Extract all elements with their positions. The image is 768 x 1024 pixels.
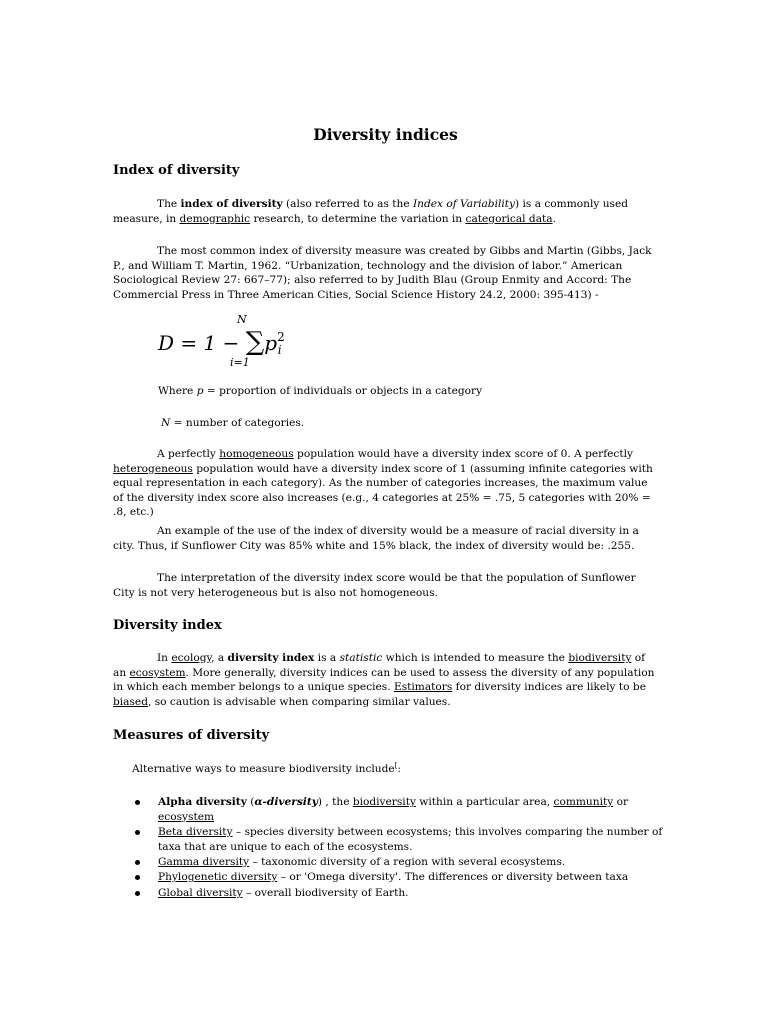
measures-list	[133, 795, 663, 901]
list-item-alpha-diversity: Alpha diversity (α-diversity) , the biodiversity within a particular area, community or ecosystem	[133, 795, 663, 824]
sigma-symbol: ∑	[245, 327, 265, 357]
link-homogeneous[interactable]: homogeneous	[219, 448, 294, 460]
link-gamma-diversity[interactable]: Gamma diversity	[158, 855, 250, 868]
page-title: Diversity indices	[313, 125, 458, 144]
paragraph-ecology: In ecology, a diversity index is a statistic which is intended to measure the biodiversity of an ecosystem. More generally, diversity indices can be used to assess the diversity of any population in which each member belongs to a unique species. Estimators for diversity indices are likely to be biased, so caution is advisable when comparing similar values.	[113, 652, 655, 708]
formula-expression: $D = 1 - \sum p^2_i$	[158, 327, 285, 357]
measures-intro: Alternative ways to measure biodiversity include[:	[132, 761, 401, 775]
link-biased[interactable]: biased	[113, 695, 148, 708]
section-heading-index-of-diversity: Index of diversity	[113, 163, 240, 178]
definition-n: N = number of categories.	[161, 417, 305, 429]
list-item-global-diversity: Global diversity – overall biodiversity of Earth.	[133, 886, 663, 901]
footnote-marker[interactable]: [	[394, 761, 398, 770]
link-demographic[interactable]: demographic	[179, 212, 251, 225]
diversity-formula	[158, 312, 298, 374]
definition-p: Where p = proportion of individuals or objects in a category	[158, 385, 483, 397]
term-index-of-diversity: index of diversity	[180, 198, 283, 210]
link-community[interactable]: community	[553, 796, 614, 808]
paragraph-index-definition: The index of diversity (also referred to as the Index of Variability) is a commonly used measure, in demographic research, to determine the variation in categorical data.	[113, 198, 629, 225]
link-categorical-data[interactable]: categorical data	[465, 212, 553, 225]
link-global-diversity[interactable]: Global diversity	[158, 886, 243, 899]
link-estimators[interactable]: Estimators	[393, 681, 453, 694]
section-heading-measures-of-diversity: Measures of diversity	[113, 728, 270, 743]
link-beta-diversity[interactable]: Beta diversity	[158, 825, 233, 838]
formula-upper-limit: N	[237, 313, 247, 326]
paragraph-gibbs-martin: The most common index of diversity measure was created by Gibbs and Martin (Gibbs, Jack P., and William T. Martin, 1962. “Urbanization, technology and the division of labor.” American Sociological Review 27: 667–77); also referred to by Judith Blau (Group Enmity and Accord: The Commercial Press in Three American Cities, Social Science History 24.2, 2000: 395-413) -	[113, 245, 652, 301]
paragraph-homogeneous: A perfectly homogeneous population would have a diversity index score of 0. A perfectly heterogeneous population would have a diversity index score of 1 (assuming infinite categories with equal representation in each category). As the number of categories increases, the maximum value of the diversity index score also increases (e.g., 4 categories at 25% = .75, 5 categories with 20% = .8, etc.)	[113, 448, 653, 519]
list-item-beta-diversity: Beta diversity – species diversity between ecosystems; this involves comparing the number of taxa that are unique to each of the ecosystems.	[133, 825, 663, 854]
link-ecosystem[interactable]: ecosystem	[129, 666, 186, 679]
link-ecosystem-alpha[interactable]: ecosystem	[158, 810, 215, 823]
link-ecology[interactable]: ecology	[171, 652, 212, 664]
paragraph-interpretation: The interpretation of the diversity index score would be that the population of Sunflower City is not very heterogeneous but is also not homogeneous.	[113, 572, 636, 599]
term-index-of-variability: Index of Variability	[412, 198, 515, 210]
link-phylogenetic-diversity[interactable]: Phylogenetic diversity	[158, 871, 278, 884]
list-item-phylogenetic-diversity: Phylogenetic diversity – or 'Omega diversity'. The differences or diversity between taxa	[133, 870, 663, 885]
link-heterogeneous[interactable]: heterogeneous	[113, 462, 193, 475]
list-item-gamma-diversity: Gamma diversity – taxonomic diversity of a region with several ecosystems.	[133, 855, 663, 870]
formula-lower-limit: i=1	[230, 356, 250, 369]
link-biodiversity[interactable]: biodiversity	[568, 652, 632, 664]
paragraph-sunflower-example: An example of the use of the index of diversity would be a measure of racial diversity in a city. Thus, if Sunflower City was 85% white and 15% black, the index of diversity would be: .255.	[113, 525, 639, 552]
section-heading-diversity-index: Diversity index	[113, 618, 222, 633]
link-biodiversity-alpha[interactable]: biodiversity	[352, 796, 416, 808]
